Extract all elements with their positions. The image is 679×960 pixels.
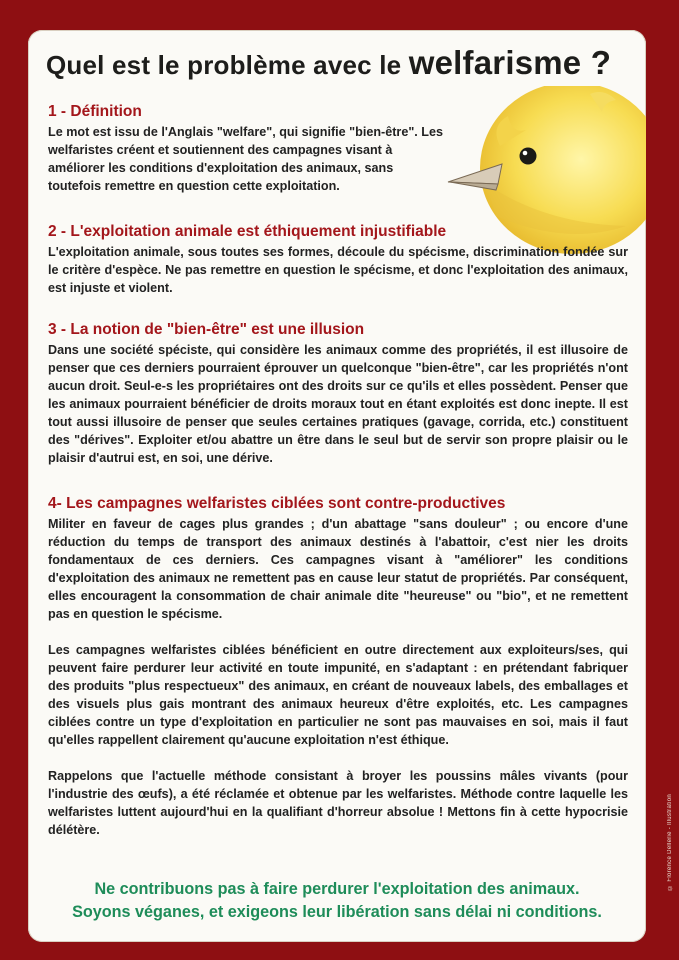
section-paragraph: Militer en faveur de cages plus grandes ; d'un abattage "sans douleur" ; ou encore d'une réduction du temps de transport des animaux destinés à l'abattoir, c'est nier les droits fondamentaux de ces derniers. Ces campagnes visant à "améliorer" les conditions d'exploitation des animaux ne remettent pas en cause leur statut de propriétés. Par conséquent, elles encouragent la consommation de chair animale dite "heureuse" ou "bio", et ne remettent pas en question le spécisme. [48, 517, 628, 621]
section-campagnes [48, 494, 628, 839]
section-heading: 2 - L'exploitation animale est éthiquement injustifiable [48, 223, 447, 240]
section-exploitation [48, 222, 628, 297]
section-bien-etre [48, 320, 628, 467]
section-paragraph: Rappelons que l'actuelle méthode consistant à broyer les poussins mâles vivants (pour l'industrie des œufs), a été réclamée et obtenue par les welfaristes. Méthode contre laquelle les welfaristes luttent aujourd'hui en la qualifiant d'horreur absolue ! Mettons fin à cette hypocrisie délétère. [48, 769, 628, 837]
title-suffix: ? [581, 44, 612, 81]
section-definition [48, 102, 628, 195]
closing-line-2: Soyons véganes, et exigeons leur libération sans délai ni conditions. [72, 903, 602, 921]
poster-card [28, 30, 646, 942]
closing-message [28, 878, 646, 924]
title-emphasis: welfarisme [408, 44, 582, 81]
page-title [46, 44, 636, 82]
section-paragraph: Les campagnes welfaristes ciblées bénéficient en outre directement aux exploiteurs/ses, qui peuvent faire perdurer leur activité en toute impunité, en s'adaptant : en prétendant fabriquer des produits "plus respectueux" des animaux, en créant de nouveaux labels, des emballages et des visuels plus gais montrant des animaux heureux d'être exploités, etc. Les campagnes ciblées contre un type d'exploitation en particulier ne sont pas mauvaises en soi, mais il faut qu'elles rappellent clairement qu'aucune exploitation n'est éthique. [48, 643, 628, 747]
section-heading: 3 - La notion de "bien-être" est une illusion [48, 321, 365, 338]
section-heading: 4- Les campagnes welfaristes ciblées sont contre-productives [48, 495, 506, 512]
closing-line-1: Ne contribuons pas à faire perdurer l'exploitation des animaux. [94, 880, 580, 898]
illustration-credit: © Florence Dellerie - Illustration [667, 794, 673, 890]
section-text: Le mot est issu de l'Anglais "welfare", qui signifie "bien-être". Les welfaristes créent et soutiennent des campagnes visant à améliorer les conditions d'exploitation des animaux, sans toutefois remettre en question cette exploitation. [48, 125, 443, 193]
title-prefix: Quel est le problème avec le [46, 50, 402, 80]
section-text: Dans une société spéciste, qui considère les animaux comme des propriétés, il est illusoire de penser que ces derniers pourraient éprouver un quelconque "bien-être", car les propriétés n'ont aucun droit. Seul-e-s les propriétaires ont des droits sur ce qu'ils et elles possèdent. Penser que les animaux pourraient bénéficier de droits moraux tout en étant exploités est donc inepte. Il est tout aussi illusoire de penser que seules certaines pratiques (gavage, corrida, etc.) constituent des "dérives". Exploiter et/ou abattre un être dans le seul but de servir son propre plaisir ou le plaisir d'autrui est, en soi, une dérive. [48, 343, 628, 465]
section-text: L'exploitation animale, sous toutes ses formes, découle du spécisme, discrimination fondée sur le critère d'espèce. Ne pas remettre en question le spécisme, et donc l'exploitation des animaux, est injuste et violent. [48, 245, 628, 295]
section-heading: 1 - Définition [48, 103, 142, 120]
